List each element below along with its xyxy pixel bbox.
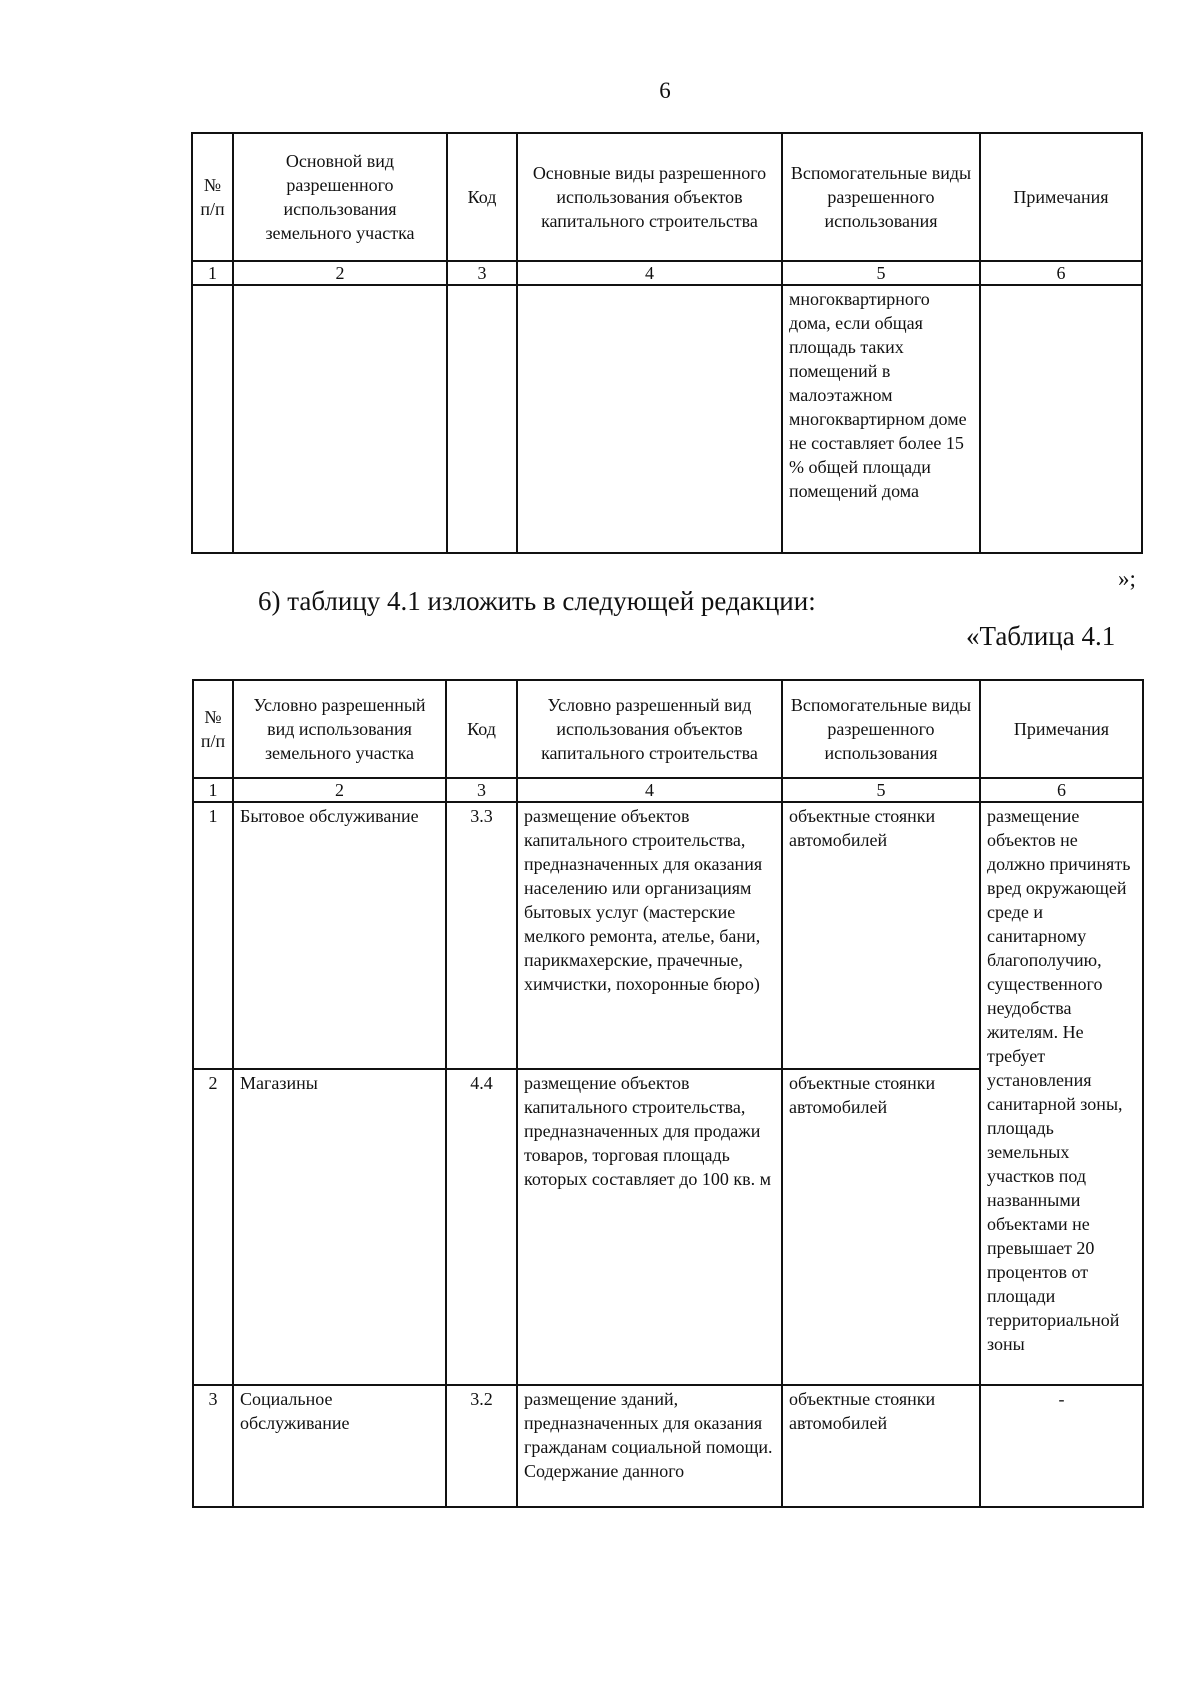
cell-num: 2 [193, 1069, 233, 1385]
header-kod: Код [446, 680, 517, 778]
cell-vspomog: объектные стоянки автомобилей [782, 802, 980, 1069]
col-number: 1 [192, 261, 233, 285]
cell-uslovno: размещение зданий, предназначенных для оказания гражданам социальной помощи. Содержание данного [517, 1385, 782, 1507]
table-header-row [192, 133, 1142, 261]
column-number-row [192, 261, 1142, 285]
table-row [193, 802, 1143, 1069]
page-number: 6 [659, 78, 671, 103]
cell-vid: Бытовое обслуживание [233, 802, 446, 1069]
cell-primech [980, 285, 1142, 553]
table-row [193, 1385, 1143, 1507]
cell-osnovnye [517, 285, 782, 553]
header-num: № п/п [193, 680, 233, 778]
table-header-row [193, 680, 1143, 778]
cell-primech-merged: размещение объектов не должно причинять вред окружающей среде и санитарному благополучию, существенного неудобства жителям. Не требует установления санитарной зоны, площадь земельных участков под названными объектами не превышает 20 процентов от площади территориальной зоны [980, 802, 1143, 1385]
header-vspomog: Вспомогательные виды разрешенного использования [782, 680, 980, 778]
header-primech: Примечания [980, 680, 1143, 778]
cell-num: 1 [193, 802, 233, 1069]
header-vspomog: Вспомогательные виды разрешенного использования [782, 133, 980, 261]
header-primech: Примечания [980, 133, 1142, 261]
col-number: 5 [782, 778, 980, 802]
header-kod: Код [447, 133, 517, 261]
col-number: 4 [517, 261, 782, 285]
cell-vid: Социальное обслуживание [233, 1385, 446, 1507]
cell-primech: - [980, 1385, 1143, 1507]
col-number: 5 [782, 261, 980, 285]
col-number: 2 [233, 778, 446, 802]
header-osnovnye: Основные виды разрешенного использования объектов капитального строительства [517, 133, 782, 261]
cell-kod: 3.3 [446, 802, 517, 1069]
header-vid: Основной вид разрешенного использования земельного участка [233, 133, 447, 261]
col-number: 3 [446, 778, 517, 802]
header-vid: Условно разрешенный вид использования земельного участка [233, 680, 446, 778]
table-main-uses [191, 132, 1143, 554]
cell-num: 3 [193, 1385, 233, 1507]
column-number-row [193, 778, 1143, 802]
cell-vid: Магазины [233, 1069, 446, 1385]
col-number: 2 [233, 261, 447, 285]
header-num: № п/п [192, 133, 233, 261]
cell-kod: 3.2 [446, 1385, 517, 1507]
col-number: 1 [193, 778, 233, 802]
cell-vspomog: многоквартирного дома, если общая площадь таких помещений в малоэтажном многоквартирном доме не составляет более 15 % общей площади помещений дома [782, 285, 980, 553]
table-row [192, 285, 1142, 553]
cell-vspomog: объектные стоянки автомобилей [782, 1069, 980, 1385]
cell-kod: 4.4 [446, 1069, 517, 1385]
closing-quote: »; [1118, 566, 1136, 591]
table-conditional-uses [192, 679, 1144, 1508]
col-number: 3 [447, 261, 517, 285]
cell-uslovno: размещение объектов капитального строительства, предназначенных для оказания населению или организациям бытовых услуг (мастерские мелкого ремонта, ателье, бани, парикмахерские, прачечные, химчистки, похоронные бюро) [517, 802, 782, 1069]
cell-vspomog: объектные стоянки автомобилей [782, 1385, 980, 1507]
col-number: 4 [517, 778, 782, 802]
cell-uslovno: размещение объектов капитального строительства, предназначенных для продажи товаров, торговая площадь которых составляет до 100 кв. м [517, 1069, 782, 1385]
header-uslovno: Условно разрешенный вид использования объектов капитального строительства [517, 680, 782, 778]
table-caption: «Таблица 4.1 [966, 621, 1116, 651]
cell-num [192, 285, 233, 553]
cell-vid [233, 285, 447, 553]
instruction-text: 6) таблицу 4.1 изложить в следующей редакции: [258, 586, 816, 616]
col-number: 6 [980, 261, 1142, 285]
cell-kod [447, 285, 517, 553]
col-number: 6 [980, 778, 1143, 802]
